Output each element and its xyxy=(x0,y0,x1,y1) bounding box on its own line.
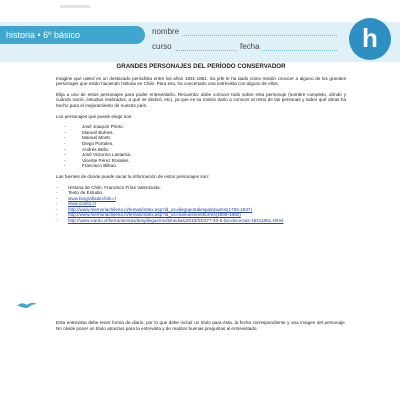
source-link[interactable]: - www.biografiadechile.cl xyxy=(56,196,346,202)
list-item: - Francisco Bilbao. xyxy=(60,163,346,169)
source-link[interactable]: - http://www.icarito.cl/herramientas/despliegue/multimedias/2010/03/377-33-5-los-decenios-18311861.shtml xyxy=(56,218,346,224)
source-item: - Historia de Chile, Francisco Frías Valenzuela. xyxy=(56,185,346,191)
fecha-label: fecha xyxy=(240,42,260,51)
curso-field[interactable] xyxy=(176,50,236,51)
sources-label: Las fuentes de donde puede sacar la información de estos personajes son: xyxy=(56,173,209,179)
closing-paragraph: Esta entrevista debe tener forma de diario, por lo que debe incluir un título para ésta, la fecha correspondiente y una imagen del personaje. No olvide poner un título atractivo para la entrevista y de realizar buenas preguntas al entrevistado. xyxy=(56,320,346,331)
list-item: - José Joaquín Prieto. xyxy=(60,124,346,130)
nombre-label: nombre xyxy=(152,27,180,36)
document-body xyxy=(56,64,346,229)
nombre-field[interactable] xyxy=(182,35,337,36)
bird-icon xyxy=(16,300,38,310)
list-item: - José Victorino Lastarria. xyxy=(60,152,346,158)
curso-label: curso xyxy=(152,42,172,51)
fecha-field[interactable] xyxy=(262,50,337,51)
list-item: - Manuel Bulnes. xyxy=(60,130,346,136)
source-link[interactable]: - http://www.memoriachilena.cl/temas/index.asp?id_ut=diegoportalespalazuelos(1793-1837) xyxy=(56,207,346,213)
intro-paragraph: Imagine que usted es un destacado periodista entre los años 1831-1861. Su jefe le ha dado como misión conocer a alguno de los grandes personajes que están haciendo historia en Chile. Para eso, ha concertado una entrevista con alguno de ellos. xyxy=(56,75,346,87)
instructions-paragraph: Elija a uno de estos personajes para poder entrevistarlo. Recuerda: debe conocer todo sobre esta personaje (nombre completo, dónde y cuándo nació, estudios realizados, a qué se dedicó, etc), ya que es su misión darlo a conocer al resto de las personas y saber qué obras ha hecho para el mejoramiento de nuestro país. xyxy=(56,91,346,108)
list-item: - Andrés Bello. xyxy=(60,147,346,153)
document-title: GRANDES PERSONAJES DEL PERÍODO CONSERVADOR xyxy=(116,63,286,70)
source-link[interactable]: - http://www.memoriachilena.cl/temas/index.asp?id_ut=manuelmontttorres(1809-1880) xyxy=(56,212,346,218)
list-item: - Manuel Montt. xyxy=(60,135,346,141)
list-item: - Diego Portales. xyxy=(60,141,346,147)
persons-label: Los personajes que puede elegir son: xyxy=(56,113,133,119)
source-item: - Texto de Estudio. xyxy=(56,190,346,196)
hiru-logo-icon: h xyxy=(349,18,391,60)
sources-list xyxy=(56,185,346,224)
persons-list xyxy=(56,124,346,169)
top-decoration-bar xyxy=(60,5,90,8)
list-item: - Vicente Pérez Rosales. xyxy=(60,158,346,164)
source-link[interactable]: - www.icarito.cl xyxy=(56,201,346,207)
subject-tab: historia • 6º básico xyxy=(0,26,145,44)
